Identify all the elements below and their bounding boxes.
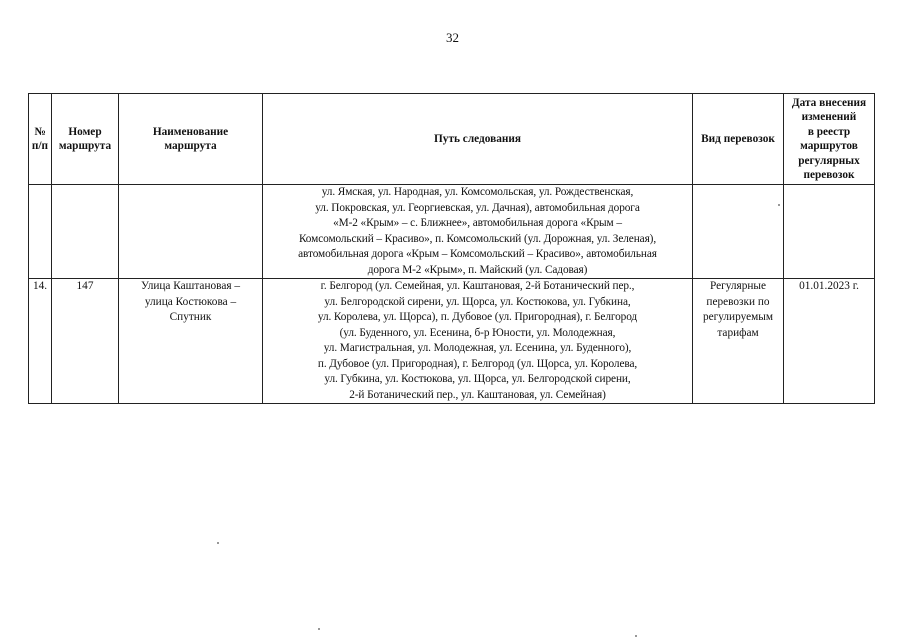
table-header-row (29, 94, 875, 185)
table-row-continuation (29, 185, 875, 279)
cell-date: 01.01.2023 г. (784, 279, 875, 404)
header-route-name: Наименование маршрута (119, 94, 263, 185)
header-no: № п/п (29, 94, 52, 185)
cell-date (784, 185, 875, 279)
cell-route-name (119, 185, 263, 279)
header-date: Дата внесения изменений в реестр маршрутов регулярных перевозок (784, 94, 875, 185)
header-path: Путь следования (263, 94, 693, 185)
cell-no: 14. (29, 279, 52, 404)
header-transport-type: Вид перевозок (693, 94, 784, 185)
header-route-number: Номер маршрута (52, 94, 119, 185)
routes-table (28, 93, 875, 404)
cell-transport-type: Регулярные перевозки по регулируемым тарифам (693, 279, 784, 404)
cell-route-name: Улица Каштановая – улица Костюкова – Спутник (119, 279, 263, 404)
cell-route-number: 147 (52, 279, 119, 404)
scan-speck (778, 204, 780, 206)
scan-speck (217, 542, 219, 544)
scan-speck (318, 628, 320, 630)
cell-transport-type (693, 185, 784, 279)
scan-speck (635, 635, 637, 637)
cell-path: ул. Ямская, ул. Народная, ул. Комсомольская, ул. Рождественская, ул. Покровская, ул. Георгиевская, ул. Дачная), автомобильная дорога «М-2 «Крым» – с. Ближнее», автомобильная дорога «Крым – Комсомольский – Красиво», п. Комсомольский (ул. Дорожная, ул. Зеленая), автомобильная дорога «Крым – Комсомольский – Красиво», автомобильная дорога М-2 «Крым», п. Майский (ул. Садовая) (263, 185, 693, 279)
cell-path: г. Белгород (ул. Семейная, ул. Каштановая, 2-й Ботанический пер., ул. Белгородской сирени, ул. Щорса, ул. Костюкова, ул. Губкина, ул. Королева, ул. Щорса), п. Дубовое (ул. Пригородная), г. Белгород (ул. Буденного, ул. Есенина, б-р Юности, ул. Молодежная, ул. Магистральная, ул. Молодежная, ул. Есенина, ул. Буденного), п. Дубовое (ул. Пригородная), г. Белгород (ул. Щорса, ул. Королева, ул. Губкина, ул. Костюкова, ул. Щорса, ул. Белгородской сирени, 2-й Ботанический пер., ул. Каштановая, ул. Семейная) (263, 279, 693, 404)
table-row-14 (29, 279, 875, 404)
page-number: 32 (446, 30, 459, 45)
cell-route-number (52, 185, 119, 279)
cell-no (29, 185, 52, 279)
